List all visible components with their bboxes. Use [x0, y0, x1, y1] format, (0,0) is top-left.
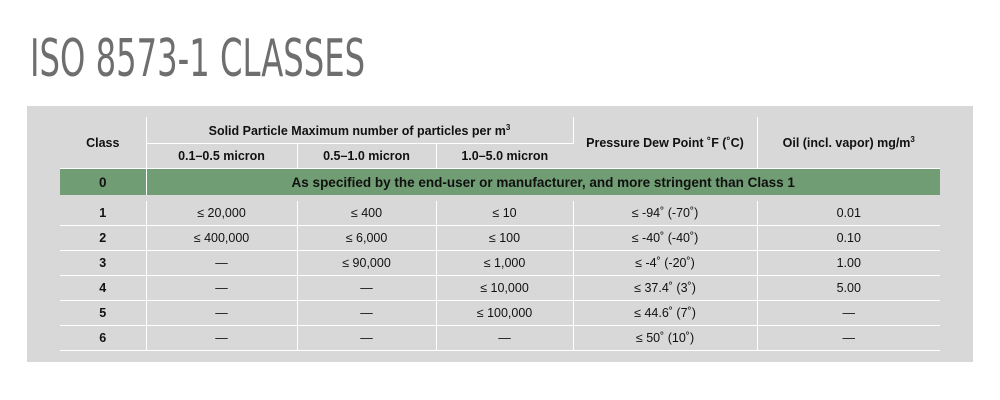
particles-0.1-0.5-cell: —: [146, 251, 297, 276]
particles-1.0-5.0-cell: —: [436, 326, 573, 351]
class-cell: 3: [60, 251, 146, 276]
class-0-description: As specified by the end-user or manufacturer, and more stringent than Class 1: [146, 169, 940, 199]
particles-0.1-0.5-cell: ≤ 20,000: [146, 198, 297, 226]
dew-point-cell: ≤ 50˚ (10˚): [573, 326, 757, 351]
dew-point-cell: ≤ -4˚ (-20˚): [573, 251, 757, 276]
table-row: [60, 276, 940, 301]
dew-point-cell: ≤ 37.4˚ (3˚): [573, 276, 757, 301]
class-cell: 4: [60, 276, 146, 301]
particles-0.1-0.5-cell: ≤ 400,000: [146, 226, 297, 251]
table-row: [60, 326, 940, 351]
subheader-1.0-5.0: 1.0–5.0 micron: [436, 144, 573, 169]
particles-0.5-1.0-cell: —: [297, 326, 436, 351]
class-0-cell: 0: [60, 169, 146, 199]
particles-1.0-5.0-cell: ≤ 1,000: [436, 251, 573, 276]
particles-1.0-5.0-cell: ≤ 100,000: [436, 301, 573, 326]
header-class: Class: [60, 117, 146, 169]
header-dew-point: Pressure Dew Point ˚F (˚C): [573, 117, 757, 169]
oil-cell: —: [757, 326, 940, 351]
particles-0.5-1.0-cell: ≤ 90,000: [297, 251, 436, 276]
particles-0.5-1.0-cell: —: [297, 301, 436, 326]
class-cell: 5: [60, 301, 146, 326]
class-cell: 2: [60, 226, 146, 251]
particles-0.1-0.5-cell: —: [146, 326, 297, 351]
class-0-row: [60, 169, 940, 199]
oil-cell: 1.00: [757, 251, 940, 276]
subheader-0.1-0.5: 0.1–0.5 micron: [146, 144, 297, 169]
dew-point-cell: ≤ -40˚ (-40˚): [573, 226, 757, 251]
oil-cell: 0.01: [757, 198, 940, 226]
subheader-0.5-1.0: 0.5–1.0 micron: [297, 144, 436, 169]
particles-0.5-1.0-cell: ≤ 6,000: [297, 226, 436, 251]
particles-0.5-1.0-cell: —: [297, 276, 436, 301]
class-cell: 6: [60, 326, 146, 351]
oil-cell: —: [757, 301, 940, 326]
table-row: [60, 198, 940, 226]
oil-cell: 0.10: [757, 226, 940, 251]
oil-cell: 5.00: [757, 276, 940, 301]
class-cell: 1: [60, 198, 146, 226]
dew-point-cell: ≤ -94˚ (-70˚): [573, 198, 757, 226]
page-title: ISO 8573-1 CLASSES: [30, 29, 366, 89]
iso-classes-table: [60, 117, 940, 351]
header-solid-particle: Solid Particle Maximum number of particles per $m^3$: [146, 117, 573, 144]
particles-1.0-5.0-cell: ≤ 10: [436, 198, 573, 226]
particles-0.5-1.0-cell: ≤ 400: [297, 198, 436, 226]
particles-1.0-5.0-cell: ≤ 100: [436, 226, 573, 251]
particles-0.1-0.5-cell: —: [146, 301, 297, 326]
header-oil: Oil (incl. vapor) $mg/m^3$: [757, 117, 940, 169]
particles-0.1-0.5-cell: —: [146, 276, 297, 301]
table-row: [60, 251, 940, 276]
dew-point-cell: ≤ 44.6˚ (7˚): [573, 301, 757, 326]
table-row: [60, 301, 940, 326]
table-row: [60, 226, 940, 251]
particles-1.0-5.0-cell: ≤ 10,000: [436, 276, 573, 301]
